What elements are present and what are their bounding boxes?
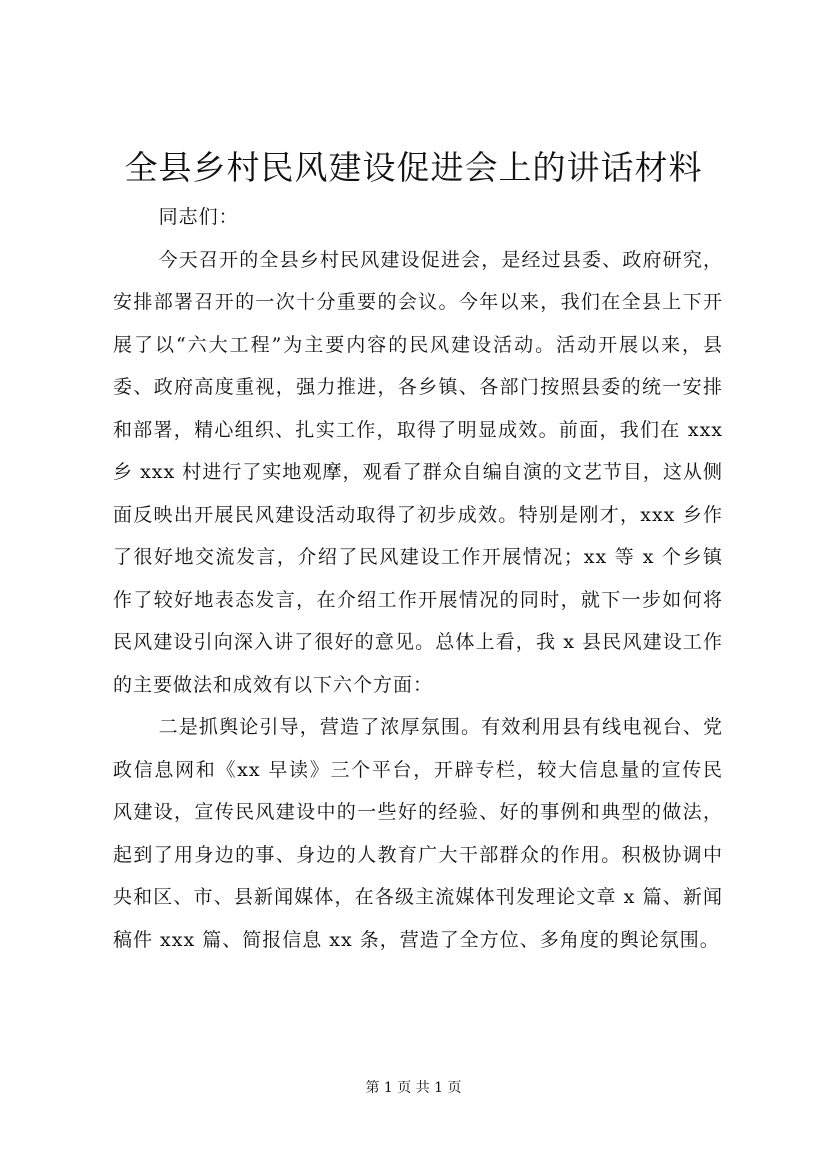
paragraph-2: 二是抓舆论引导，营造了浓厚氛围。有效利用县有线电视台、党政信息网和《xx 早读》三个平台，开辟专栏，较大信息量的宣传民风建设，宣传民风建设中的一些好的经验、好的事例和典型的做法，起到了用身边的事、身边的人教育广大干部群众的作用。积极协调中央和区、市、县新闻媒体，在各级主流媒体刊发理论文章 x 篇、新闻稿件 xxx 篇、简报信息 xx 条，营造了全方位、多角度的舆论氛围。 bbox=[113, 716, 723, 951]
document-body bbox=[113, 196, 723, 961]
paragraph-1: 今天召开的全县乡村民风建设促进会，是经过县委、政府研究，安排部署召开的一次十分重要的会议。今年以来，我们在全县上下开展了以“六大工程”为主要内容的民风建设活动。活动开展以来，县委、政府高度重视，强力推进，各乡镇、各部门按照县委的统一安排和部署，精心组织、扎实工作，取得了明显成效。前面，我们在 xxx 乡 xxx 村进行了实地观摩，观看了群众自编自演的文艺节目，这从侧面反映出开展民风建设活动取得了初步成效。特别是刚才，xxx 乡作了很好地交流发言，介绍了民风建设工作开展情况；xx 等 x 个乡镇作了较好地表态发言，在介绍工作开展情况的同时，就下一步如何将民风建设引向深入讲了很好的意见。总体上看，我 x 县民风建设工作的主要做法和成效有以下六个方面： bbox=[113, 248, 723, 696]
document-title: 全县乡村民风建设促进会上的讲话材料 bbox=[124, 148, 703, 187]
salutation: 同志们： bbox=[158, 206, 239, 228]
page-number-footer: 第 1 页 共 1 页 bbox=[365, 1080, 462, 1096]
